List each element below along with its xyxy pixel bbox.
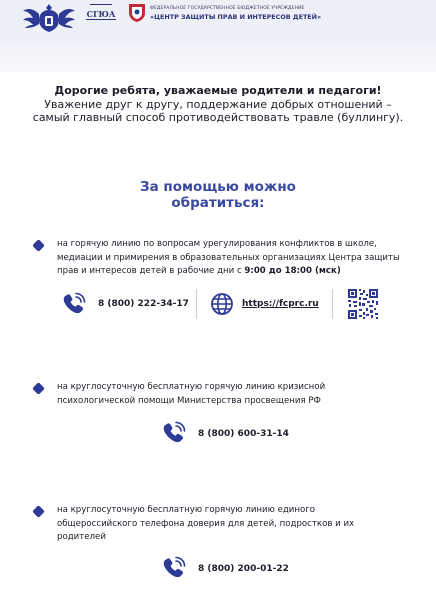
help-title: За помощью можно обратиться: — [140, 179, 296, 211]
phone-number-3[interactable]: 8 (800) 200-01-22 — [198, 564, 289, 574]
divider — [332, 289, 333, 319]
item-1-text — [57, 238, 417, 279]
qr-code-icon[interactable] — [347, 288, 379, 320]
intro-block — [30, 84, 406, 125]
phone-icon[interactable] — [62, 292, 86, 316]
sgua-logo-line-bottom — [86, 19, 116, 22]
phone-icon[interactable] — [162, 421, 186, 445]
item-1-text-plain: на горячую линию по вопросам урегулирования конфликтов в школе, медиации и примирения в образовательных организациях Центра защиты прав и интересов детей в рабочие дни с — [57, 239, 400, 276]
diamond-bullet-icon — [32, 239, 45, 252]
phone-number-2[interactable]: 8 (800) 600-31-14 — [198, 429, 289, 439]
item-1-text-hours: 9:00 до 18:00 (мск) — [244, 266, 341, 276]
center-org-name: «ЦЕНТР ЗАЩИТЫ ПРАВ И ИНТЕРЕСОВ ДЕТЕЙ» — [150, 13, 322, 21]
phone-number-1[interactable]: 8 (800) 222-34-17 — [98, 299, 189, 309]
website-link[interactable]: https://fcprc.ru — [242, 299, 319, 309]
divider — [196, 289, 197, 319]
eagle-emblem-icon — [22, 0, 76, 38]
sgua-logo-line-top — [90, 4, 112, 8]
sgua-logo-text: СГЮА — [86, 9, 116, 19]
sgua-logo — [86, 3, 116, 25]
item-2-text: на круглосуточную бесплатную горячую линию кризисной психологической помощи Министерства просвещения РФ — [57, 382, 326, 406]
center-logo — [128, 3, 428, 25]
globe-icon[interactable] — [210, 292, 234, 316]
diamond-bullet-icon — [32, 382, 45, 395]
intro-greeting: Дорогие ребята, уважаемые родители и педагоги! — [54, 84, 382, 97]
diamond-bullet-icon — [32, 505, 45, 518]
phone-icon[interactable] — [162, 556, 186, 580]
center-org-type: ФЕДЕРАЛЬНОЕ ГОСУДАРСТВЕННОЕ БЮДЖЕТНОЕ УЧРЕЖДЕНИЕ — [150, 6, 305, 11]
intro-message: Уважение друг к другу, поддержание добрых отношений – самый главный способ противодействовать травле (буллингу). — [32, 97, 404, 124]
shield-icon — [128, 3, 146, 23]
item-3-text: на круглосуточную бесплатную горячую линию единого общероссийского телефона доверия для детей, подростков и их родителей — [57, 505, 355, 542]
